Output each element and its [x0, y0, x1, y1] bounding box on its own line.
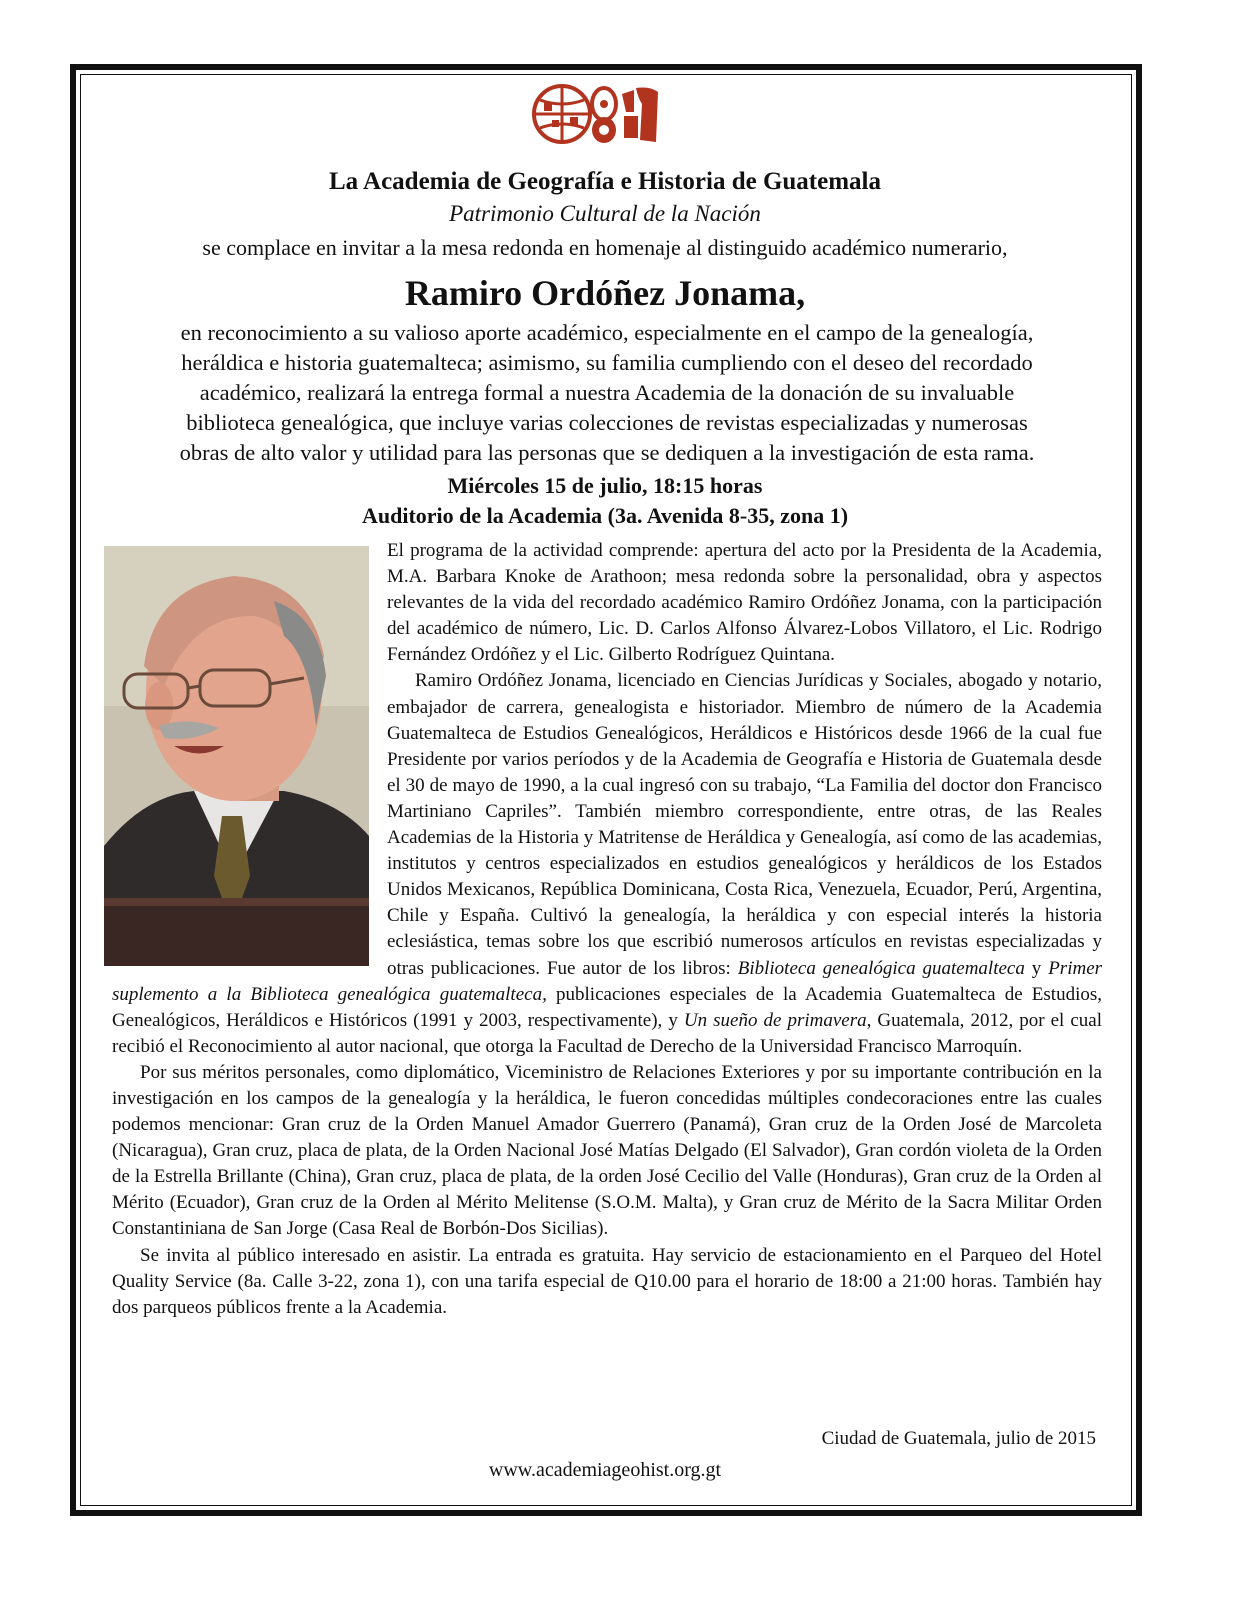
- intro-line: heráldica e historia guatemalteca; asimismo, su familia cumpliendo con el deseo del recordado: [181, 350, 1033, 375]
- intro-line: biblioteca genealógica, que incluye varias colecciones de revistas especializadas y numerosas: [186, 410, 1028, 435]
- intro-line: obras de alto valor y utilidad para las personas que se dediquen a la investigación de esta rama.: [179, 440, 1035, 465]
- biography-text: Ramiro Ordóñez Jonama, licenciado en Ciencias Jurídicas y Sociales, abogado y notario, embajador de carrera, genealogista e historiador. Miembro de número de la Academia Guatemalteca de Estudios Genealógicos, Heráldicos e Históricos desde 1966 de la cual fue Presidente por varios períodos y de la Academia de Geografía e Historia de Guatemala desde el 30 de mayo de 1990, a la cual ingresó con su trabajo, “La Familia del doctor don Francisco Martiniano Capriles”. También miembro correspondiente, entre otras, de las Reales Academias de la Historia y Matritense de Heráldica y Genealogía, así como de las academias, institutos y centros especializados en estudios genealógicos y heráldicos de los Estados Unidos Mexicanos, República Dominicana, Costa Rica, Venezuela, Ecuador, Perú, Argentina, Chile y España. Cultivó la genealogía, la heráldica y con especial interés la historia eclesiástica, temas sobre los que escribió numerosos artículos en revistas especializadas y otras publicaciones. Fue autor de los libros:: [387, 670, 1102, 979]
- book-title: Un sueño de primavera: [683, 1009, 867, 1031]
- honoree-name: Ramiro Ordóñez Jonama,: [404, 273, 806, 313]
- academy-logo: [530, 82, 664, 148]
- intro-line: en reconocimiento a su valioso aporte académico, especialmente en el campo de la genealogía,: [180, 320, 1034, 345]
- academy-name: La Academia de Geografía e Historia de Guatemala: [328, 168, 881, 195]
- event-venue: Auditorio de la Academia (3a. Avenida 8-35, zona 1): [361, 503, 849, 528]
- program-paragraph: El programa de la actividad comprende: apertura del acto por la Presidenta de la Academia, M.A. Barbara Knoke de Arathoon; mesa redonda sobre la personalidad, obra y aspectos relevantes de la vida del recordado académico Ramiro Ordóñez Jonama, con la participación del académico de número, Lic. D. Carlos Alfonso Álvarez-Lobos Villatoro, el Lic. Rodrigo Fernández Ordóñez y el Lic. Gilberto Rodríguez Quintana.: [387, 540, 1102, 666]
- event-date: Miércoles 15 de julio, 18:15 horas: [447, 473, 763, 498]
- honors-paragraph: Por sus méritos personales, como diplomático, Viceministro de Relaciones Exteriores y por su importante contribución en la investigación en los campos de la genealogía y la heráldica, le fueron concedidas múltiples condecoraciones entre las cuales podemos mencionar: Gran cruz de la Orden Manuel Amador Guerrero (Panamá), Gran cruz de la Orden José de Marcoleta (Nicaragua), Gran cruz, placa de plata, de la Orden Nacional José Matías Delgado (El Salvador), Gran cordón violeta de la Orden de la Estrella Brillante (China), Gran cruz, placa de plata, de la orden José Cecilio del Valle (Honduras), Gran cruz de la Orden al Mérito (Ecuador), Gran cruz de la Orden al Mérito Melitense (S.O.M. Malta), y Gran cruz de Mérito de la Sacra Militar Orden Constantiniana de San Jorge (Casa Real de Borbón-Dos Sicilias).: [112, 1061, 1102, 1240]
- website-link[interactable]: www.academiageohist.org.gt: [488, 1459, 722, 1481]
- attendance-paragraph: Se invita al público interesado en asistir. La entrada es gratuita. Hay servicio de estacionamiento en el Parqueo del Hotel Quality Service (8a. Calle 3-22, zona 1), con una tarifa especial de Q10.00 para el horario de 18:00 a 21:00 horas. También hay dos parqueos públicos frente a la Academia.: [112, 1244, 1102, 1318]
- biography-text: , Guatemala, 2012, por el cual recibió el Reconocimiento al autor nacional, que otorga la Facultad de Derecho de la Universidad Francisco Marroquín.: [112, 1009, 1102, 1057]
- book-title: Primer suplemento a la Biblioteca genealógica guatemalteca,: [112, 957, 1103, 1005]
- intro-line: académico, realizará la entrega formal a nuestra Academia de la donación de su invaluable: [199, 380, 1015, 405]
- book-title: Biblioteca genealógica guatemalteca: [737, 957, 1025, 979]
- place-date-signature: Ciudad de Guatemala, julio de 2015: [821, 1428, 1096, 1449]
- body-text: [112, 538, 1102, 1321]
- photo-spacer: [112, 538, 387, 968]
- biography-text: publicaciones especiales de la Academia Guatemalteca de Estudios, Genealógicos, Heráldicos e Históricos (1991 y 2003, respectivamente), y: [112, 983, 1103, 1031]
- academy-subtitle: Patrimonio Cultural de la Nación: [449, 201, 761, 226]
- conjunction: y: [1031, 957, 1042, 979]
- invitation-line: se complace en invitar a la mesa redonda en homenaje al distinguido académico numerario,: [202, 235, 1008, 260]
- intro-paragraph: [112, 318, 1102, 468]
